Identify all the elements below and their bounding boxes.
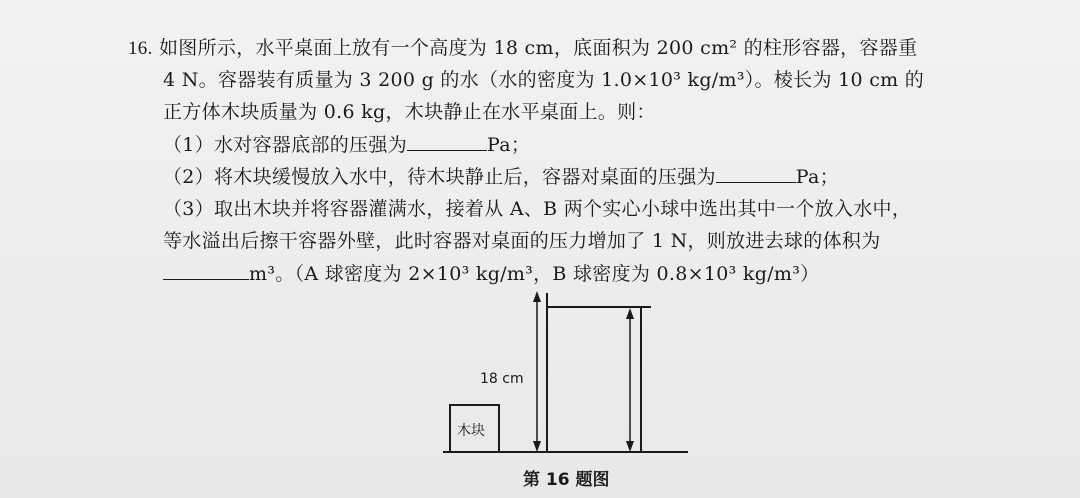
- question-number: 16.: [128, 38, 153, 59]
- part-3-text-3: m³。（A 球密度为 2×10³ kg/m³，B 球密度为 0.8×10³ kg/m³）: [249, 263, 820, 285]
- part-1-text: （1）水对容器底部的压强为: [163, 134, 407, 156]
- height-arrow-top: [533, 291, 541, 302]
- water-arrow-bottom: [626, 441, 634, 452]
- height-label: 18 cm: [480, 371, 524, 387]
- question-text-line-2: 4 N。容器装有质量为 3 200 g 的水（水的密度为 1.0×10³ kg/m³）。棱长为 10 cm 的: [163, 69, 925, 91]
- question-text-line-1: 如图所示，水平桌面上放有一个高度为 18 cm，底面积为 200 cm² 的柱形容器，容器重: [159, 37, 918, 59]
- water-arrow-top: [626, 308, 634, 319]
- part-2-text: （2）将木块缓慢放入水中，待木块静止后，容器对桌面的压强为: [163, 166, 716, 188]
- part-2-unit: Pa；: [795, 166, 839, 188]
- question-text-line-3: 正方体木块质量为 0.6 kg，木块静止在水平桌面上。则：: [163, 101, 656, 123]
- part-1-unit: Pa；: [487, 134, 531, 156]
- part-3-text-2: 等水溢出后擦干容器外壁，此时容器对桌面的压力增加了 1 N，则放进去球的体积为: [163, 230, 881, 252]
- height-arrow-bottom: [533, 441, 541, 452]
- wood-block-label: 木块: [457, 423, 485, 439]
- part-3-text-1: （3）取出木块并将容器灌满水，接着从 A、B 两个实心小球中选出其中一个放入水中，: [163, 198, 912, 220]
- figure-caption: 第 16 题图: [523, 470, 610, 490]
